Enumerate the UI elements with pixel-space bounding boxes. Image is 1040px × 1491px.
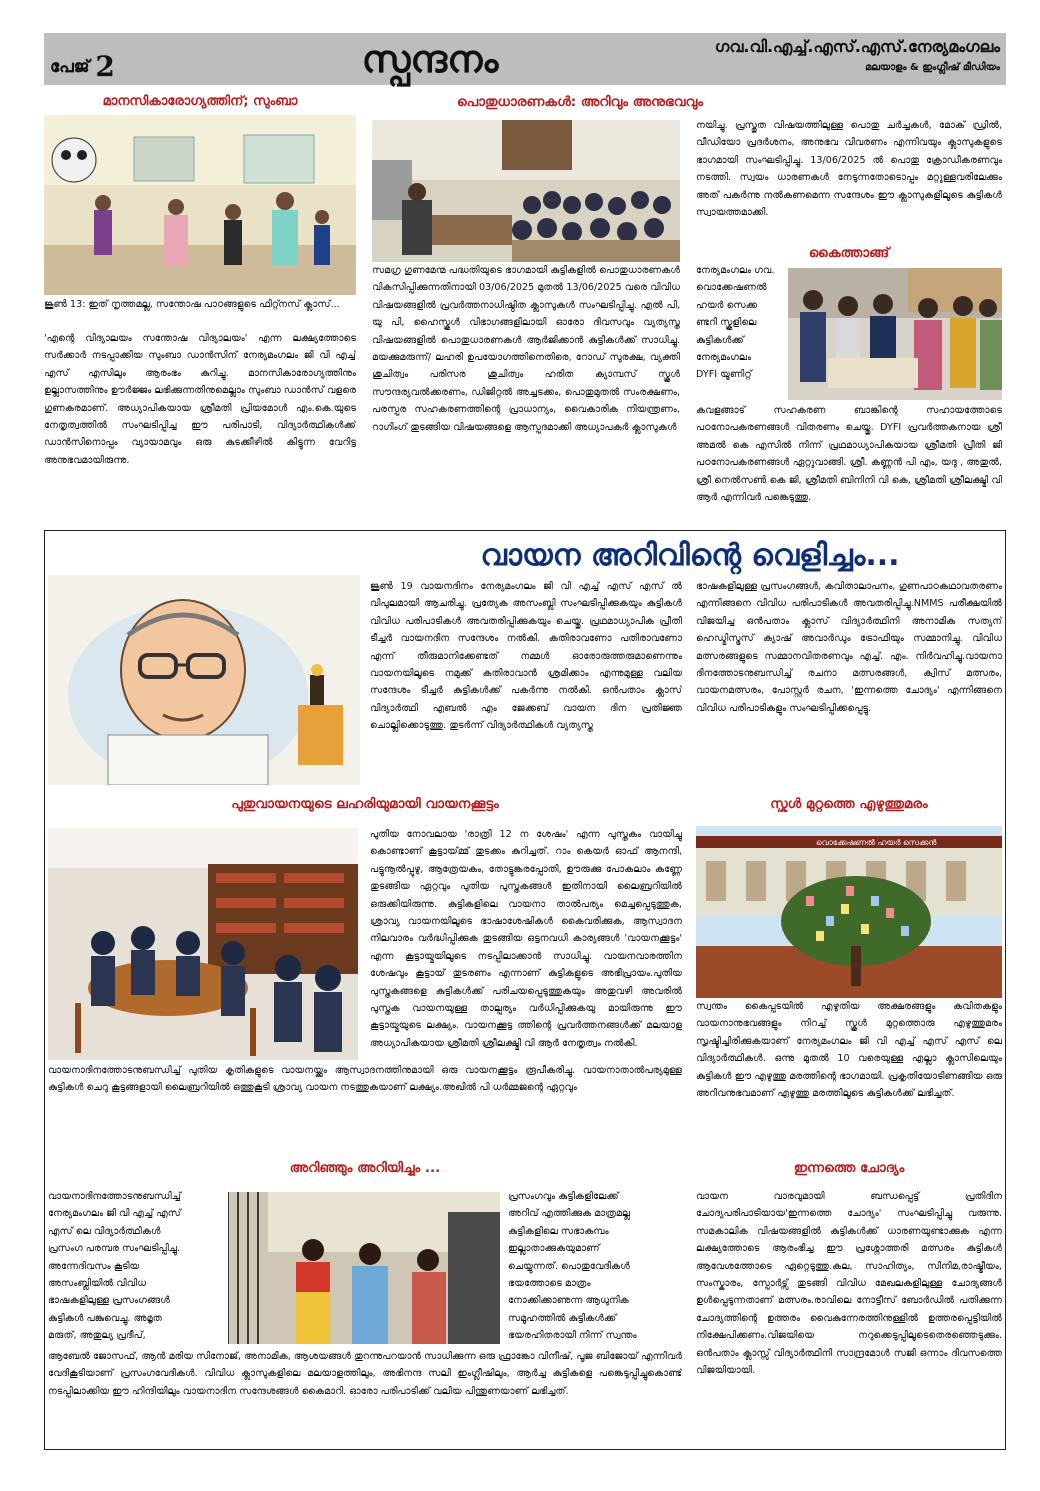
speech-right-line: ചെയ്യുന്നത്. പൊതുവേദികൾ <box>508 1260 630 1272</box>
speech-right-line: ഭയത്തോടെ മാത്രം <box>508 1278 591 1290</box>
speech-photo <box>228 1192 500 1344</box>
speech-left-line: പ്രസംഗ പരമ്പര സംഘടിപ്പിച്ചു. <box>48 1243 181 1255</box>
general-photo <box>372 120 680 262</box>
general-body: സമഗ്ര ഗുണമേന്മ പദ്ധതിയുടെ ഭാഗമായി കുട്ടികളിൽ പൊതുധാരണകൾ വികസിപ്പിക്കുന്നതിനായി 03/06/2025 മുതൽ 13/06/2025 വരെ വിവിധ വിഷയങ്ങളിൽ പ്രവർത്തനാധിഷ്ഠിത ക്ലാസുകൾ സംഘടിപ്പിച്ചു. എൽ പി, യു പി, ഹൈസ്കൂൾ വിഭാഗങ്ങളിലായി ഓരോ ദിവസവും വ്യത്യസ്ത വിഷയങ്ങളിൽ പൊതുധാരണകൾ ആർജിക്കാൻ കുട്ടികൾക്ക് സാധിച്ചു. മയക്കുമരുന്ന്/ ലഹരി ഉപയോഗത്തിനെതിരെ, റോഡ് സുരക്ഷ, വ്യക്തി ശുചിത്വം പരിസര ശുചിത്വം ഹരിത ക്യാമ്പസ് സ്കൂൾ സൗന്ദര്യവൽക്കരണം, ഡിജിറ്റൽ അച്ചടക്കം, പൊതുമുതൽ സംരക്ഷണം, പരസ്പര സഹകരണത്തിന്റെ പ്രാധാന്യം, വൈകാരിക നിയന്ത്രണം, റാഗിംഗ് തുടങ്ങിയ വിഷയങ്ങളെ ആസ്പദമാക്കി അധ്യാപകർ ക്ലാസുകൾ <box>372 265 680 433</box>
library-right-text: പുതിയ നോവലായ 'രാത്രി 12 ന ശേഷം' എന്ന പുസ്തകം വായിച്ചു കൊണ്ടാണ് കൂട്ടായ്മ്മ് തുടക്കം കുറിച്ചത്. റാം കെയർ ഓഫ് ആനന്ദി, പട്ടുനൂൽപ്പുഴു, ആത്രേയകം, തോട്ടുങ്കരപ്പോതി, ഊരുക്കു പോകലാം കണ്ണേ തുടങ്ങിയ ഏറ്റവും പുതിയ പുസ്തകങ്ങൾ ഇതിനായി ലൈബ്രറിയിൽ ഒരുക്കിയിരുന്നു. കുട്ടികളിലെ വായനാ താൽപര്യം മെച്ചപ്പെടുത്തുക, ശ്രാവ്യ വായനയിലൂടെ ഭാഷാശേഷികൾ കൈവരിക്കുക, ആസ്വാദന നിലവാരം വർദ്ധിപ്പിക്കുക തുടങ്ങിയ ഒട്ടനവധി കാര്യങ്ങൾ 'വായനക്കൂട്ടം' എന്ന കൂട്ടായ്മയിലൂടെ നടപ്പിലാക്കാൻ സാധിച്ചു. വായനവാരത്തിന ശേഷവും കൂട്ടായ് തുടരണം എന്നാണ് കുട്ടികളുടെ അഭിപ്രായം.പുതിയ പുസ്തകങ്ങളെ കുട്ടികൾക്ക് പരിചയപ്പെടുത്തുകയും അതുവഴി അവരിൽ പുസ്തക വായനയുള്ള താല്പര്യം വർധിപ്പിക്കുകയു മായിരുന്നു ഈ കൂട്ടായ്മയുടെ ലക്ഷ്യം. വായനക്കൂട്ട ത്തിന്റെ പ്രവർത്തനങ്ങൾക്ക് മലയാള അധ്യാപികയായ ശ്രീമതി ശ്രീലക്ഷ്മി വി ആർ നേതൃത്വം നൽകി. <box>370 829 682 1049</box>
page-label <box>50 50 115 83</box>
reading-col2: ഭാഷകളിലുള്ള പ്രസംഗങ്ങൾ, കവിതാലാപനം, ഗുണപാഠകഥാവതരണം എന്നിങ്ങനെ വിവിധ പരിപാടികൾ അവതരിപ്പിച്ചു.NMMS പരീക്ഷയിൽ വിജയിച്ച ഒൻപതാം ക്ലാസ് വിദ്യാർത്ഥിനി അനാമിക സത്യന് ഹെഡ്മിസ്ട്രസ് ക്യാഷ് അവാർഡും ട്രോഫിയും സമ്മാനിച്ചു. വിവിധ മത്സരങ്ങളുടെ സമ്മാനവിതരണവും എച്ച്. എം. നിർവഹിച്ചു.വായനാ ദിനത്തോടനുബന്ധിച്ച് രചനാ മത്സരങ്ങൾ, ക്വിസ് മത്സരം, വായനമത്സരം, പോസ്റ്റർ രചന, 'ഇന്നത്തെ ചോദ്യം' എന്നിങ്ങനെ വിവിധ പരിപാടികളും സംഘടിപ്പിക്കപ്പെട്ടു. <box>696 581 1002 714</box>
zumba-caption: ജൂൺ 13: ഇത് നൃത്തമല്ല, സന്തോഷ പാഠങ്ങളുടെ ഫിറ്റ്നസ് ക്ലാസ്... <box>44 299 340 310</box>
kaithang-heading: കൈത്താങ്ങ് <box>808 245 890 261</box>
speech-left-line: കുട്ടികൾ പങ്കുവെച്ചു. അമൃത <box>48 1312 162 1324</box>
page-number: 2 <box>95 50 115 83</box>
speech-left-text <box>48 1188 228 1348</box>
speech-left-line: നേര്യമംഗലം ജി വി എച്ച് എസ് <box>48 1208 181 1220</box>
tree-heading: സ്കൂൾ മുറ്റത്തെ എഴുത്തുമരം <box>770 796 928 812</box>
speech-right-line: പ്രസംഗവും കുട്ടികളിലേക്ക് <box>508 1191 619 1202</box>
general-body-continued: നയിച്ചു. പ്രസ്തുത വിഷയത്തിലുള്ള പൊതു ചർച്ചകൾ, മോക് ഡ്രിൽ, വീഡിയോ പ്രദർശനം, അനുഭവ വിവരണം എന്നിവയും ക്ലാസുകളുടെ ഭാഗമായി സംഘടിപ്പിച്ചു. 13/06/2025 ൽ പൊതു ക്രോഡീകരണവും നടത്തി. സ്വയം ധാരണകൾ നേടുന്നതോടൊപ്പം മറ്റുള്ളവരിലേക്കും അത് പകർന്നു നൽകണമെന്ന സന്ദേശം ഈ ക്ലാസുകളിലൂടെ കുട്ടികൾ സ്വായത്തമാക്കി. <box>696 120 1002 219</box>
medium-label: മലയാളം & ഇംഗ്ലീഷ് മീഡിയം <box>865 62 1000 73</box>
library-bottom-text: വായനാദിനത്തോടനുബന്ധിച്ച് പുതിയ കൃതികളുടെ വായനയ്ക്കും ആസ്വാദനത്തിനുമായി ഒരു വായനക്കൂട്ടം രൂപീകരിച്ചു. വായനാതാൽപര്യമുള്ള കുട്ടികൾ ചെറു കൂട്ടങ്ങളായി ലൈബ്രറിയിൽ ഒത്തുകൂടി ശ്രാവ്യ വായന നടത്തുകയാണ് ലക്ഷ്യം.അഖിൽ പി ധർമ്മജന്റെ ഏറ്റവും <box>48 1065 682 1094</box>
speech-left-line: മരുത്, അതുല്യ പ്രദീപ്, <box>48 1330 146 1342</box>
speech-heading: അറിഞ്ഞും അറിയിച്ചും ... <box>289 1160 441 1176</box>
kaithang-line: ണ്ടറി സ്കൂളിലെ <box>696 317 757 329</box>
general-heading: പൊതുധാരണകൾ: അറിവും അനുഭവവും <box>456 94 704 110</box>
kaithang-line: വൊക്കേഷണൽ <box>696 282 767 294</box>
kaithang-side-text <box>696 262 788 402</box>
tree-photo <box>696 826 1002 998</box>
speech-right-line: സമൂഹത്തിൽ കുട്ടികൾക്ക് <box>508 1312 617 1324</box>
speech-left-line: അസംബ്ലിയിൽ വിവിധ <box>48 1278 147 1290</box>
kaithang-line: ഹയർ സെക്ക <box>696 299 758 311</box>
kaithang-photo <box>788 268 1002 400</box>
library-photo <box>48 828 358 1060</box>
kaithang-line: നേര്യമംഗലം ഗവ. <box>696 265 775 276</box>
kaithang-line: നേര്യമംഗലം <box>696 352 752 364</box>
basheer-sketch <box>48 575 360 785</box>
question-heading: ഇന്നത്തെ ചോദ്യം <box>793 1160 905 1176</box>
speech-right-line: നോക്കിക്കാണുന്ന ആധുനിക <box>508 1295 629 1307</box>
newspaper-title: സ്പന്ദനം <box>361 37 499 81</box>
zumba-photo <box>44 115 356 295</box>
speech-right-text <box>508 1188 682 1348</box>
speech-left-line: ഭാഷകളിലുള്ള പ്രസംഗങ്ങൾ <box>48 1295 170 1307</box>
speech-right-line: ഭയരഹിതരായി നിന്ന് സ്വന്തം <box>508 1330 637 1342</box>
tree-photo-sign: വൊക്കേഷണൽ ഹയർ സെക്കൻ <box>816 838 937 847</box>
library-heading: പുതുവായനയുടെ ലഹരിയുമായി വായനക്കൂട്ടം <box>231 796 499 812</box>
reading-heading: വായന അറിവിന്റെ വെളിച്ചം... <box>480 538 900 573</box>
reading-col1: ജൂൺ 19 വായനദിനം നേര്യമംഗലം ജി വി എച്ച് എസ് എസ് ൽ വിപുലമായി ആചരിച്ചു. പ്രത്യേക അസംബ്ലി സംഘടിപ്പിക്കുകയും കുട്ടികൾ വിവിധ പരിപാടികൾ അവതരിപ്പിക്കുകയും ചെയ്തു. പ്രഥമാധ്യാപിക പ്രീതി ടീച്ചർ വായനദിന സന്ദേശം നൽകി. കതിരാവണോ പതിരാവണോ എന്ന് തീരുമാനിക്കേണ്ടത് നമ്മൾ ഓരോരുത്തരുമാണെന്നും വായനയിലൂടെ നമുക്ക് കതിരാവാൻ ശ്രമിക്കാം എന്നുമുള്ള വലിയ സന്ദേശം ടീച്ചർ കുട്ടികൾക്ക് പകർന്നു നൽകി. ഒൻപതാം ക്ലാസ് വിദ്യാർത്ഥി എബൽ എം ജേക്കബ് വായന ദിന പ്രതിജ്ഞ ചൊല്ലിക്കൊടുത്തു. തുടർന്ന് വിദ്യാർത്ഥികൾ വ്യത്യസ്ത <box>370 581 682 732</box>
zumba-body: 'എന്റെ വിദ്യാലയം സന്തോഷ വിദ്യാലയം' എന്ന ലക്ഷ്യത്തോടെ സർക്കാർ നടപ്പാക്കിയ സുംബാ ഡാൻസിന് നേര്യമംഗലം ജി വി എച്ച് എസ് എസിലും ആരംഭം കുറിച്ചു. മാനസികാരോഗ്യത്തിനും ഉല്ലാസത്തിനും ഊർജ്ജം ലഭിക്കുന്നതിനുമെല്ലാം സുംബാ ഡാൻസ് വളരെ ഗുണകരമാണ്. അധ്യാപികയായ ശ്രീമതി പ്രിയമോൾ എം.കെ.യുടെ നേതൃത്വത്തിൽ സംഘടിപ്പിച്ച ഈ പരിപാടി, വിദ്യാർത്ഥികൾക്ക് ഡാൻസിനൊപ്പം വ്യായാമവും ഒരു കുടക്കീഴിൽ കിട്ടുന്ന വേറിട്ട അനുഭവമായിരുന്നു. <box>44 333 356 466</box>
kaithang-body: കവളങ്ങാട് സഹകരണ ബാങ്കിന്റെ സഹായത്തോടെ പഠനോപകരണങ്ങൾ വിതരണം ചെയ്തു. DYFI പ്രവർത്തകനായ ശ്രീ അമൽ കെ എസിൽ നിന്ന് പ്രഥമാധ്യാപികയായ ശ്രീമതി പ്രീതി ജി പഠനോപകരണങ്ങൾ ഏറ്റുവാങ്ങി. ശ്രീ. കണ്ണൻ പി എം, യദു , അതുൽ, ശ്രീ നെൽസൺ കെ ജി, ശ്രീമതി ബിനിനി വി കെ, ശ്രീമതി ശ്രീലക്ഷ്മി വി ആർ എന്നിവർ പങ്കെടുത്തു. <box>696 405 1002 504</box>
speech-right-line: അറിവ് എത്തിക്കുക മാത്രമല്ല <box>508 1208 631 1220</box>
speech-left-line: അന്നേദിവസം കൂടിയ <box>48 1260 140 1272</box>
kaithang-line: കുട്ടികൾക്ക് <box>696 334 744 346</box>
school-name: ഗവ.വി.എച്ച്.എസ്.എസ്.നേര്യമംഗലം <box>714 37 1000 56</box>
question-body: വായന വാരവുമായി ബന്ധപ്പെട്ട് പ്രതിദിന ചോദ്യപരിപാടിയായ'ഇന്നത്തെ ചോദ്യം' സംഘടിപ്പിച്ചു വരുന്നു. സമകാലിക വിഷയങ്ങളിൽ കുട്ടികൾക്ക് ധാരണയുണ്ടാക്കുക എന്ന ലക്ഷ്യത്തോടെ ആരംഭിച്ച ഈ പ്രശ്നോത്തരി മത്സരം കുട്ടികൾ ആവേശത്തോടെ ഏറ്റെടുത്തു.കല, സാഹിത്യം, സിനിമ,രാഷ്ട്രീയം, സംസ്കാരം, സ്പോർട്സ് തുടങ്ങി വിവിധ മേഖലകളിലുള്ള ചോദ്യങ്ങൾ ഉൾപ്പെടുന്നതാണ് മത്സരം.രാവിലെ നോട്ടീസ് ബോർഡിൽ പതിക്കുന്ന ചോദ്യത്തിന്റെ ഉത്തരം വൈകുന്നേരത്തിനുള്ളിൽ ഉത്തരപ്പെട്ടിയിൽ നിക്ഷേപിക്കണം.വിജയിയെ നറുക്കെടുപ്പിലൂടെതെരഞ്ഞെടുക്കും. ഒൻപതാം ക്ലാസ്സ് വിദ്യാർത്ഥിനി സാന്ദ്രമോൾ സജി ഒന്നാം ദിവസത്തെ വിജയിയായി. <box>696 1191 1002 1377</box>
kaithang-line: DYFI യൂണിറ്റ് <box>696 369 752 381</box>
page-label-text: പേജ് <box>50 57 90 77</box>
speech-left-line: വായനാദിനത്തോടനുബന്ധിച്ച് <box>48 1191 181 1202</box>
speech-right-line: ഇല്ലാതാക്കുകയുമാണ് <box>508 1243 600 1255</box>
zumba-heading: മാനസികാരോഗ്യത്തിന്; സുംബാ <box>102 94 298 109</box>
speech-right-line: കുട്ടികളിലെ സഭാകമ്പം <box>508 1225 609 1237</box>
tree-body: സ്വന്തം കൈപ്പടയിൽ എഴുതിയ അക്ഷരങ്ങളും കവിതകളും വായനാനുഭവങ്ങളും നിറച്ച് സ്കൂൾ മുറ്റത്തൊരു എഴുത്തുമരം സൃഷ്ടിച്ചിരിക്കുകയാണ് നേര്യമംഗലം ജി വി എച്ച് എസ് എസ് ലെ വിദ്യാർത്ഥികൾ. ഒന്നു മുതൽ 10 വരെയുള്ള എല്ലാ ക്ലാസിലെയും കുട്ടികൾ ഈ എഴുത്തു മരത്തിന്റെ ഭാഗമായി. പ്രകൃതിയോടിണങ്ങിയ ഒരു അറിവനുഭവമാണ് എഴുത്തു മരത്തിലൂടെ കുട്ടികൾക്ക് ലഭിച്ചത്. <box>696 1001 1002 1100</box>
speech-bottom-text: ആബേൽ ജോസഫ്, ആൻ മരിയ സിനോജ്, അനാമിക, ആശയങ്ങൾ തുറന്നുപറയാൻ സാധിക്കുന്ന ഒരു ഫ്രാങ്കോ വിനീഷ്, പൂജ ബിജോയ് എന്നിവർ വേദികൂടിയാണ് പ്രസംഗവേദികൾ. വിവിധ ക്ലാസുകളിലെ മലയാളത്തിലും, അഭിനന്ദ സലി ഇംഗ്ലീഷിലും, ആർച്ച കുട്ടികളെ പങ്കെടുപ്പിച്ചുകൊണ്ട് നടപ്പിലാക്കിയ ഈ ഹിന്ദിയിലും വായനാദിന സന്ദേശങ്ങൾ കൈമാറി. ഓരോ പരിപാടിക്ക് വലിയ പിന്തുണയാണ് ലഭിച്ചത്. <box>48 1351 682 1397</box>
speech-left-line: എസ് ലെ വിദ്യാർത്ഥികൾ <box>48 1225 161 1237</box>
